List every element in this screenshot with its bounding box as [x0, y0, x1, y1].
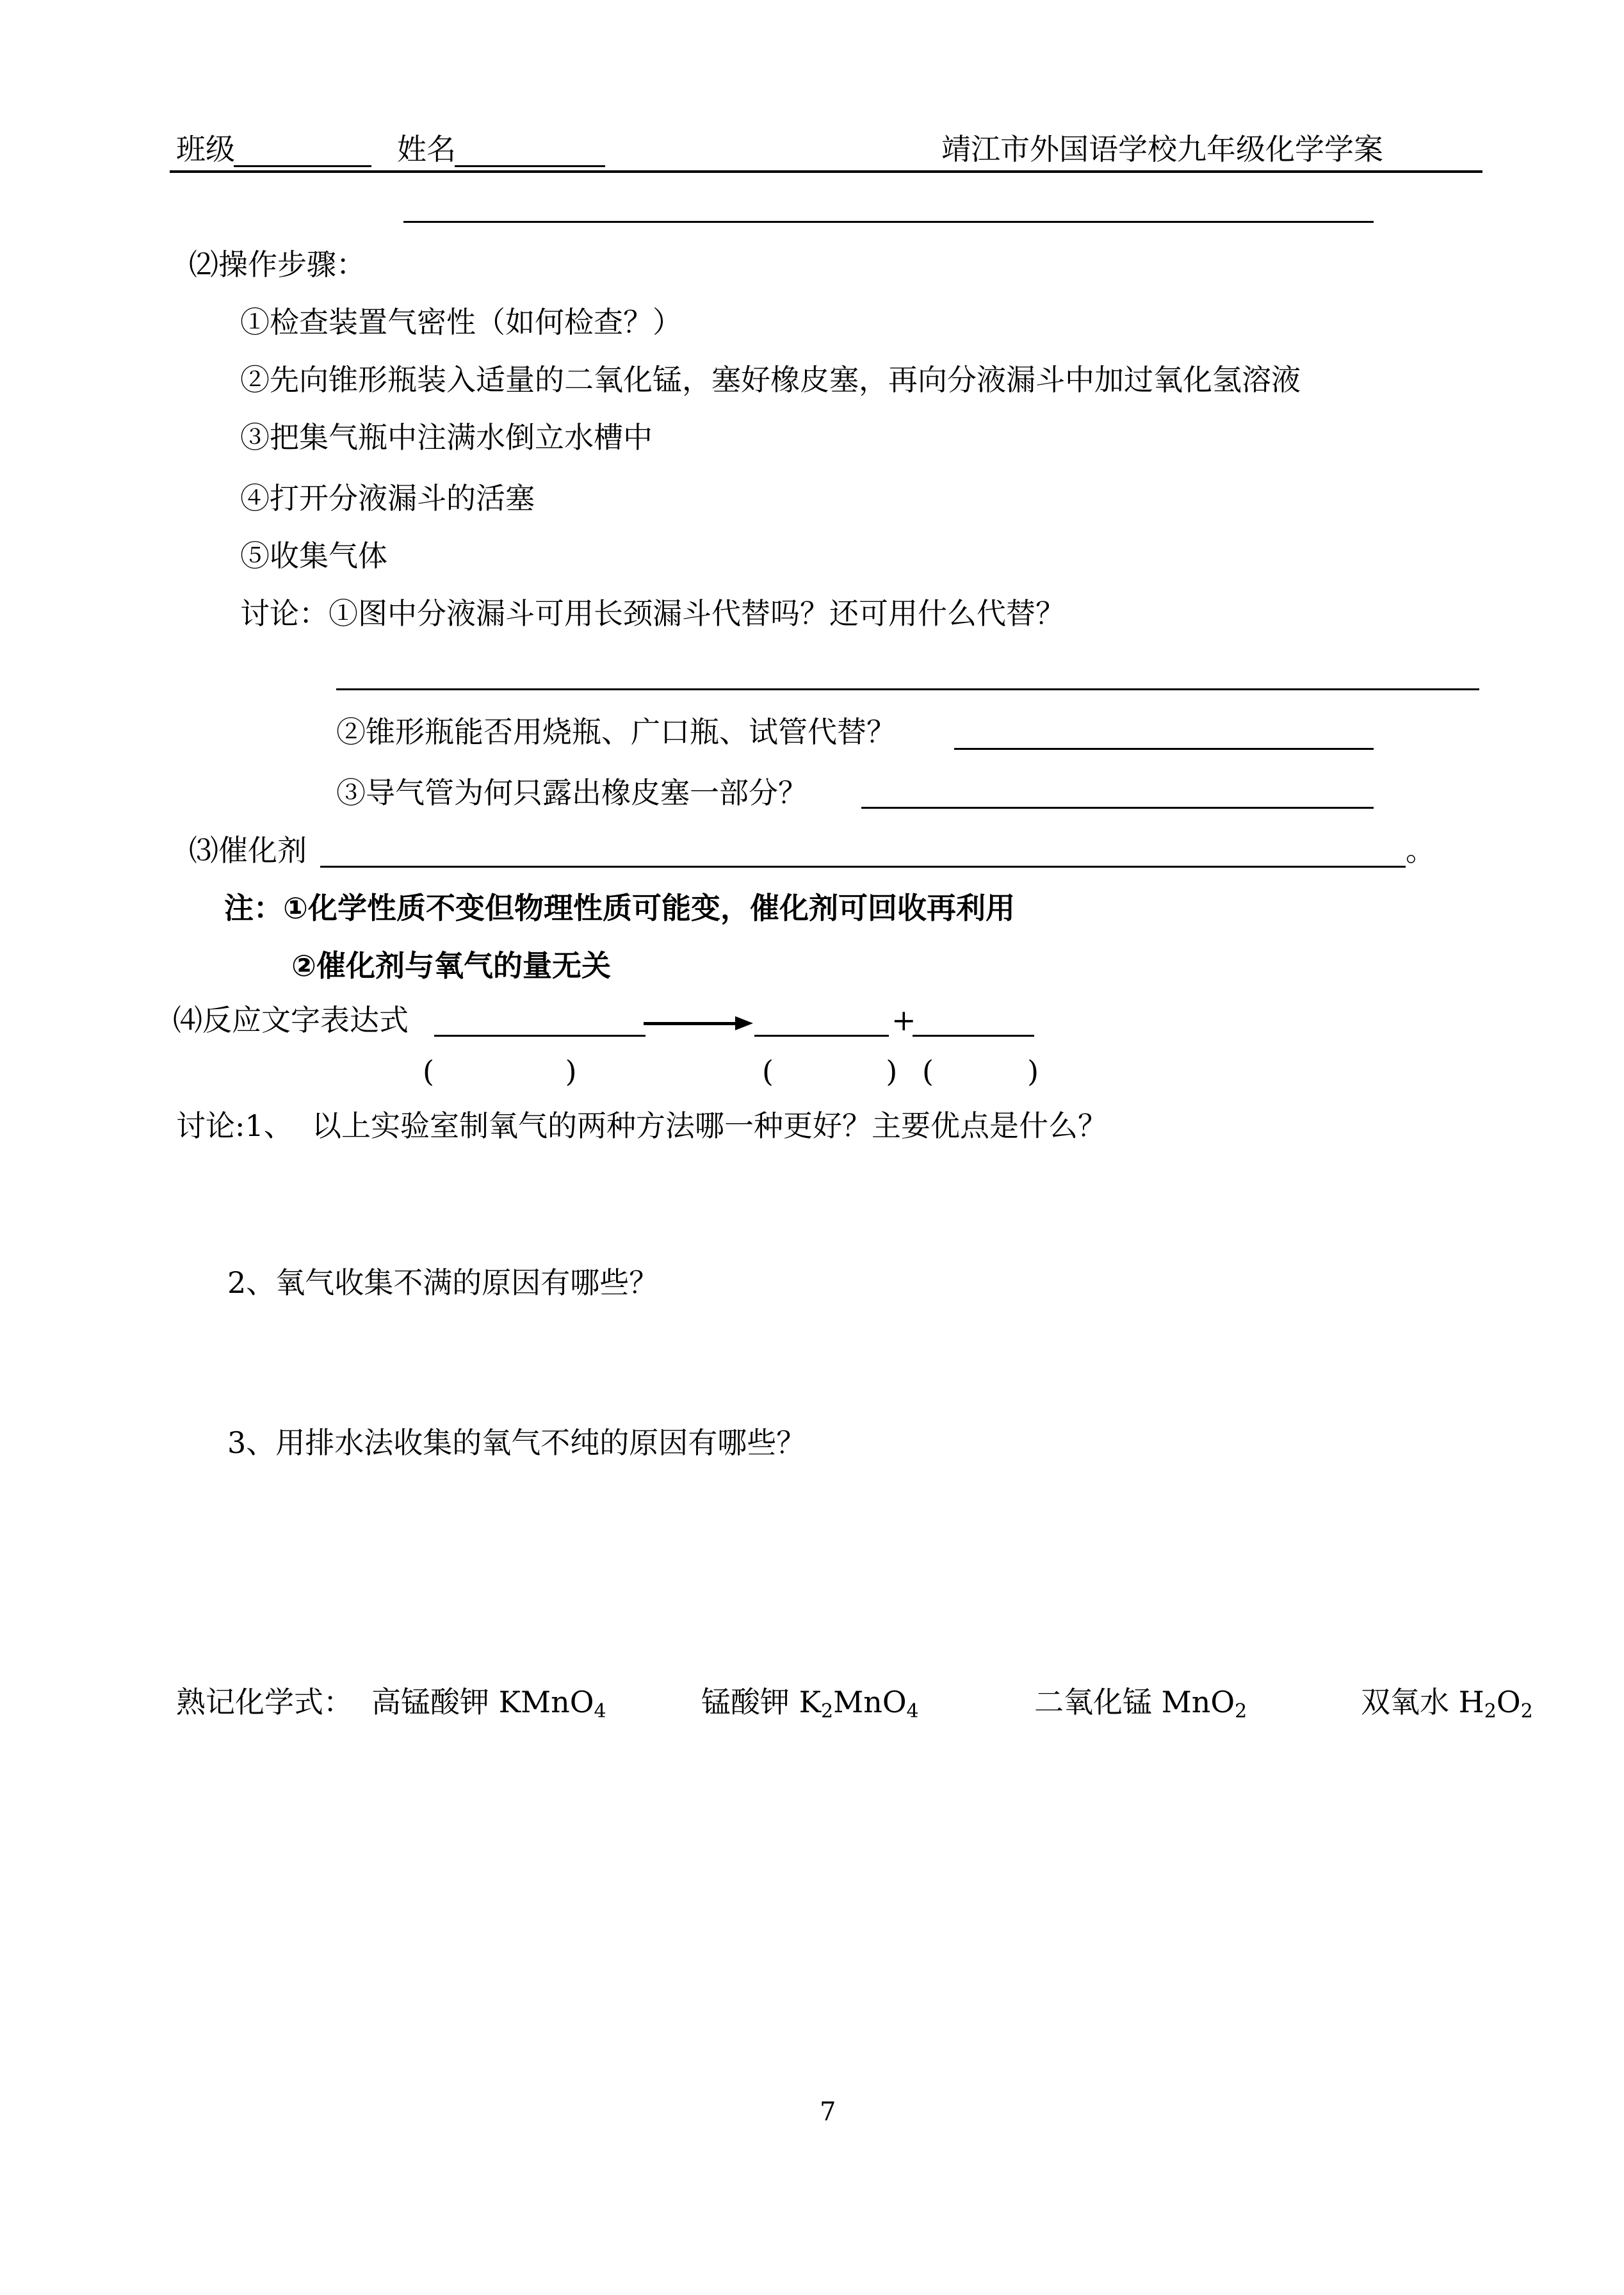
formula-kmno4-symbol: KMnO$_4$ — [498, 1685, 606, 1723]
product-2-formula-paren: ( ) — [922, 1054, 1039, 1089]
formula-k2mno4-symbol: $K_2MnO_4$ — [799, 1685, 919, 1723]
discussion-3: ③导气管为何只露出橡皮塞一部分？ — [336, 775, 808, 810]
step-4: ④打开分液漏斗的活塞 — [240, 481, 535, 515]
formula-mno2-name: 二氧化锰 — [1034, 1685, 1152, 1719]
header-rule — [170, 170, 1482, 173]
note-2: ②催化剂与氧气的量无关 — [291, 948, 611, 983]
step-2: ②先向锥形瓶装入适量的二氧化锰，塞好橡皮塞，再向分液漏斗中加过氧化氢溶液 — [240, 362, 1301, 397]
formula-h2o2-name: 双氧水 — [1361, 1685, 1449, 1719]
formula-kmno4 — [371, 1684, 606, 1723]
plus-sign: + — [891, 1003, 916, 1037]
formula-k2mno4 — [701, 1684, 919, 1723]
formula-kmno4-name: 高锰酸钾 — [371, 1685, 489, 1719]
catalyst-end-mark: 。 — [1406, 833, 1435, 868]
reaction-arrow — [644, 1022, 736, 1025]
formula-mno2 — [1034, 1684, 1247, 1723]
question-1: 讨论:1、 以上实验室制氧气的两种方法哪一种更好？主要优点是什么？ — [176, 1108, 1108, 1143]
formula-h2o2 — [1361, 1684, 1533, 1723]
formula-mno2-symbol: MnO$_2$ — [1161, 1685, 1247, 1723]
class-label: 班级 — [176, 132, 235, 166]
step-1: ①检查装置气密性（如何检查？） — [240, 305, 682, 339]
name-label: 姓名 — [397, 132, 456, 166]
product-1-formula-paren: ( ) — [762, 1054, 898, 1089]
class-field[interactable] — [234, 133, 371, 167]
formula-k2mno4-name: 锰酸钾 — [701, 1685, 790, 1719]
discussion-2-answer[interactable] — [954, 748, 1374, 750]
step-5: ⑤收集气体 — [240, 539, 387, 573]
reactant-formula-paren: ( ) — [423, 1054, 577, 1089]
discussion-1: 讨论：①图中分液漏斗可用长颈漏斗代替吗？还可用什么代替？ — [240, 596, 1065, 631]
catalyst-label: ⑶催化剂 — [189, 833, 307, 868]
school-title: 靖江市外国语学校九年级化学学案 — [941, 132, 1383, 166]
formula-intro: 熟记化学式： — [176, 1685, 353, 1719]
formula-h2o2-symbol: $H_2O_2$ — [1458, 1685, 1533, 1723]
reaction-label: ⑷反应文字表达式 — [173, 1003, 409, 1037]
answer-line-top[interactable] — [403, 221, 1374, 223]
reactant-blank[interactable] — [434, 1035, 646, 1037]
page-number: 7 — [820, 2097, 836, 2127]
step-3: ③把集气瓶中注满水倒立水槽中 — [240, 420, 653, 455]
note-1: 注：①化学性质不变但物理性质可能变，催化剂可回收再利用 — [224, 891, 1015, 925]
product-2-blank[interactable] — [913, 1035, 1034, 1037]
question-3: 3、用排水法收集的氧气不纯的原因有哪些？ — [227, 1425, 806, 1460]
name-field[interactable] — [455, 133, 605, 167]
section2-title: ⑵操作步骤： — [189, 247, 366, 282]
discussion-1-answer[interactable] — [336, 688, 1479, 690]
arrow-head-icon — [735, 1016, 753, 1030]
discussion-2: ②锥形瓶能否用烧瓶、广口瓶、试管代替？ — [336, 715, 896, 749]
question-2: 2、氧气收集不满的原因有哪些？ — [227, 1265, 659, 1300]
product-1-blank[interactable] — [754, 1035, 889, 1037]
catalyst-answer[interactable] — [320, 866, 1406, 868]
discussion-3-answer[interactable] — [861, 807, 1374, 809]
